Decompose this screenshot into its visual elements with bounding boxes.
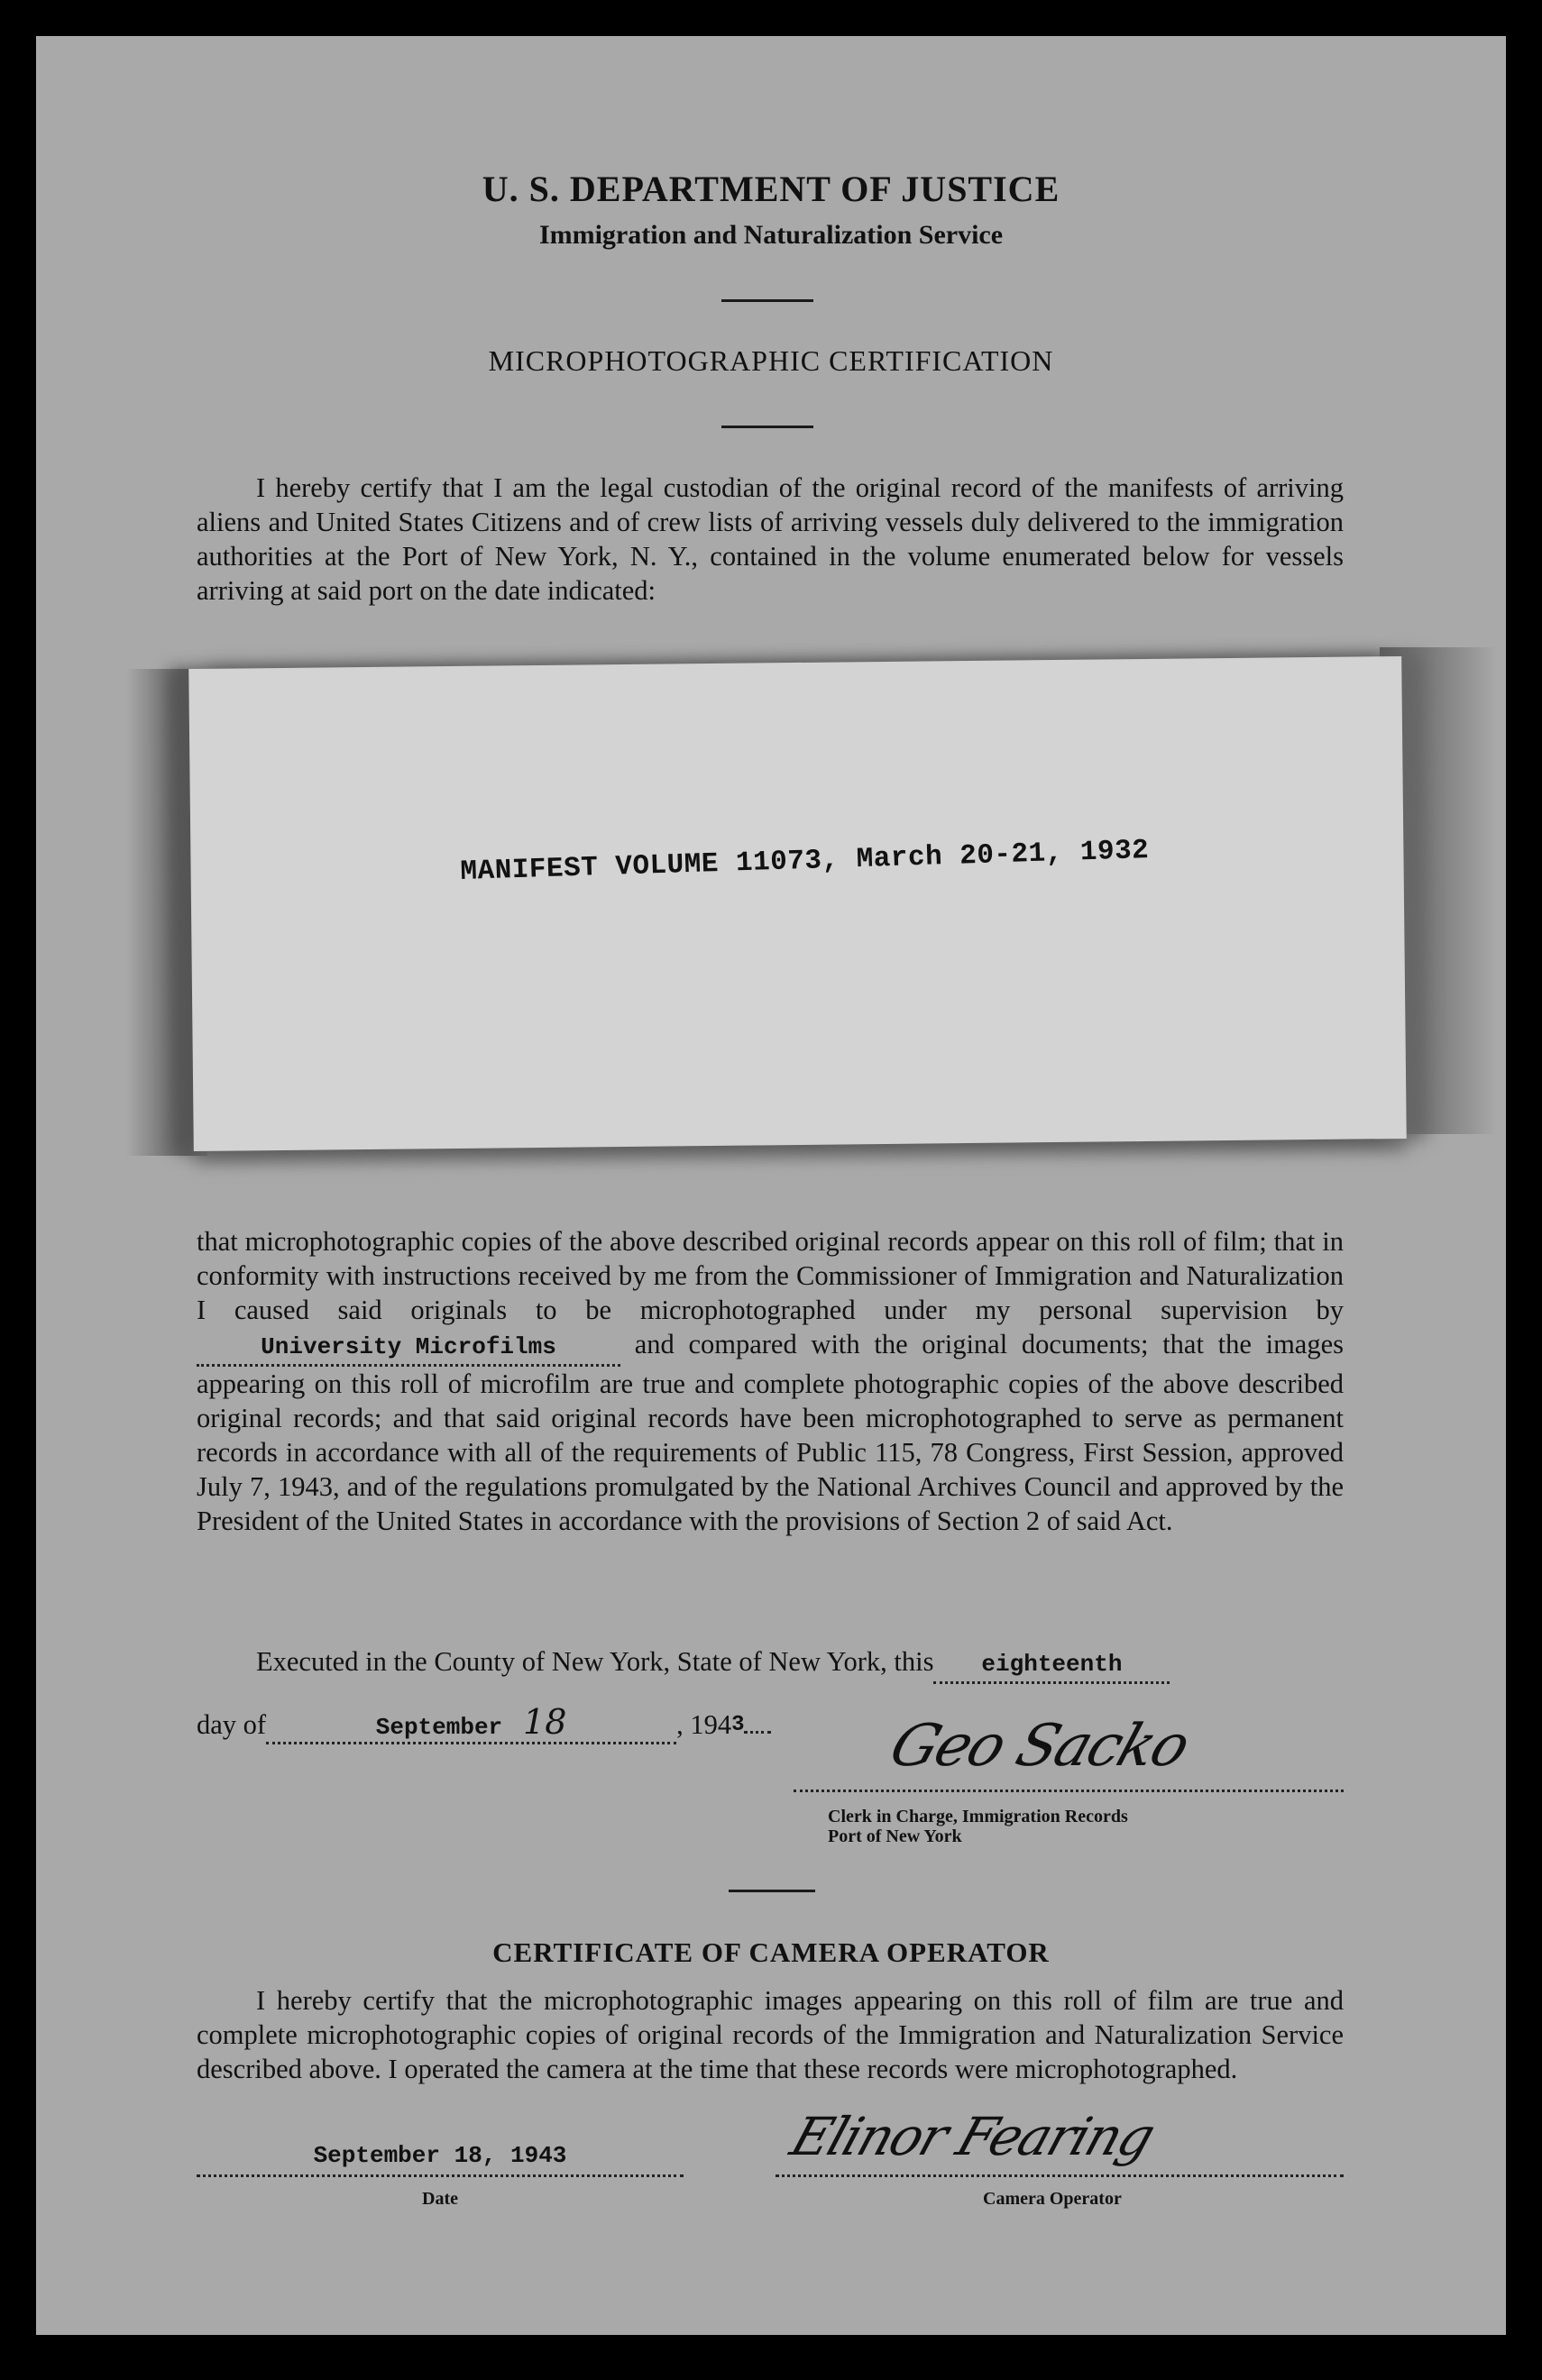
divider (721, 299, 813, 302)
intro-text: I hereby certify that I am the legal custodian of the original record of the manifests of arriving aliens and United States Citizens and of crew lists of arriving vessels duly delivered to the immigration authorities at the Port of New York, N. Y., contained in the volume enumerated below for vessels arriving at said port on the date indicated: (197, 472, 1344, 606)
year-prefix: , 194 (676, 1709, 732, 1740)
camera-operator-label: Camera Operator (983, 2189, 1122, 2209)
day-value: eighteenth (981, 1651, 1123, 1678)
divider (721, 426, 813, 428)
camera-operator-line (776, 2174, 1344, 2177)
filmed-by-field (197, 1330, 620, 1367)
filmed-by-value: University Microfilms (261, 1333, 556, 1360)
camera-certificate-paragraph (197, 1983, 1344, 2086)
clerk-signature-line (794, 1790, 1344, 1792)
camera-date-value: September 18, 1943 (313, 2142, 567, 2169)
year-suffix: 3 (731, 1713, 745, 1737)
day-field (933, 1647, 1170, 1684)
divider (729, 1890, 815, 1892)
camera-certificate-title: CERTIFICATE OF CAMERA OPERATOR (492, 1936, 1050, 1968)
month-value: September (375, 1714, 503, 1741)
form-title: MICROPHOTOGRAPHIC CERTIFICATION (488, 344, 1054, 377)
clerk-office: Port of New York (828, 1826, 962, 1846)
volume-slip (188, 656, 1407, 1151)
executed-text: Executed in the County of New York, State of New York, this (256, 1646, 934, 1677)
camera-certificate-text: I hereby certify that the microphotographic images appearing on this roll of film are true and complete microphotographic copies of original records of the Immigration and Naturalization Service described above. I operated the camera at the time that these records were microphotographed. (197, 1985, 1344, 2084)
body-text-part1: that microphotographic copies of the above described original records appear on this roll of film; that in conformity with instructions received by me from the Commissioner of Immigration and Naturalization I caused said originals to be microphotographed under my personal supervision by (197, 1226, 1344, 1325)
day-of-label: day of (197, 1709, 267, 1740)
date-line (197, 1702, 771, 1744)
execution-line (197, 1644, 1344, 1684)
intro-paragraph (197, 471, 1344, 608)
clerk-signature: Geo Sacko (881, 1713, 1198, 1780)
certification-body (197, 1224, 1344, 1538)
clerk-title: Clerk in Charge, Immigration Records (828, 1807, 1128, 1826)
month-field (266, 1702, 676, 1744)
camera-date-line (197, 2174, 684, 2177)
camera-operator-signature: Elinor Fearing (783, 2106, 1161, 2167)
camera-date-label: Date (422, 2189, 458, 2209)
service-subheading: Immigration and Naturalization Service (538, 220, 1004, 250)
volume-slip-text: MANIFEST VOLUME 11073, March 20-21, 1932 (460, 834, 1150, 888)
handwritten-day: 18 (523, 1702, 567, 1742)
body-text-part2: and compared with the original documents; that the images appearing on this roll of microfilm are true and complete photographic copies of the above described original records; and that said original records have been microphotographed to serve as permanent records in accordance with all of the requirements of Public 115, 78 Congress, First Session, approved July 7, 1943, and of the regulations promulgated by the National Archives Council and approved by the President of the United States in accordance with the provisions of Section 2 of said Act. (197, 1329, 1345, 1536)
department-heading: U. S. DEPARTMENT OF JUSTICE (482, 169, 1060, 209)
year-dots (744, 1731, 771, 1734)
